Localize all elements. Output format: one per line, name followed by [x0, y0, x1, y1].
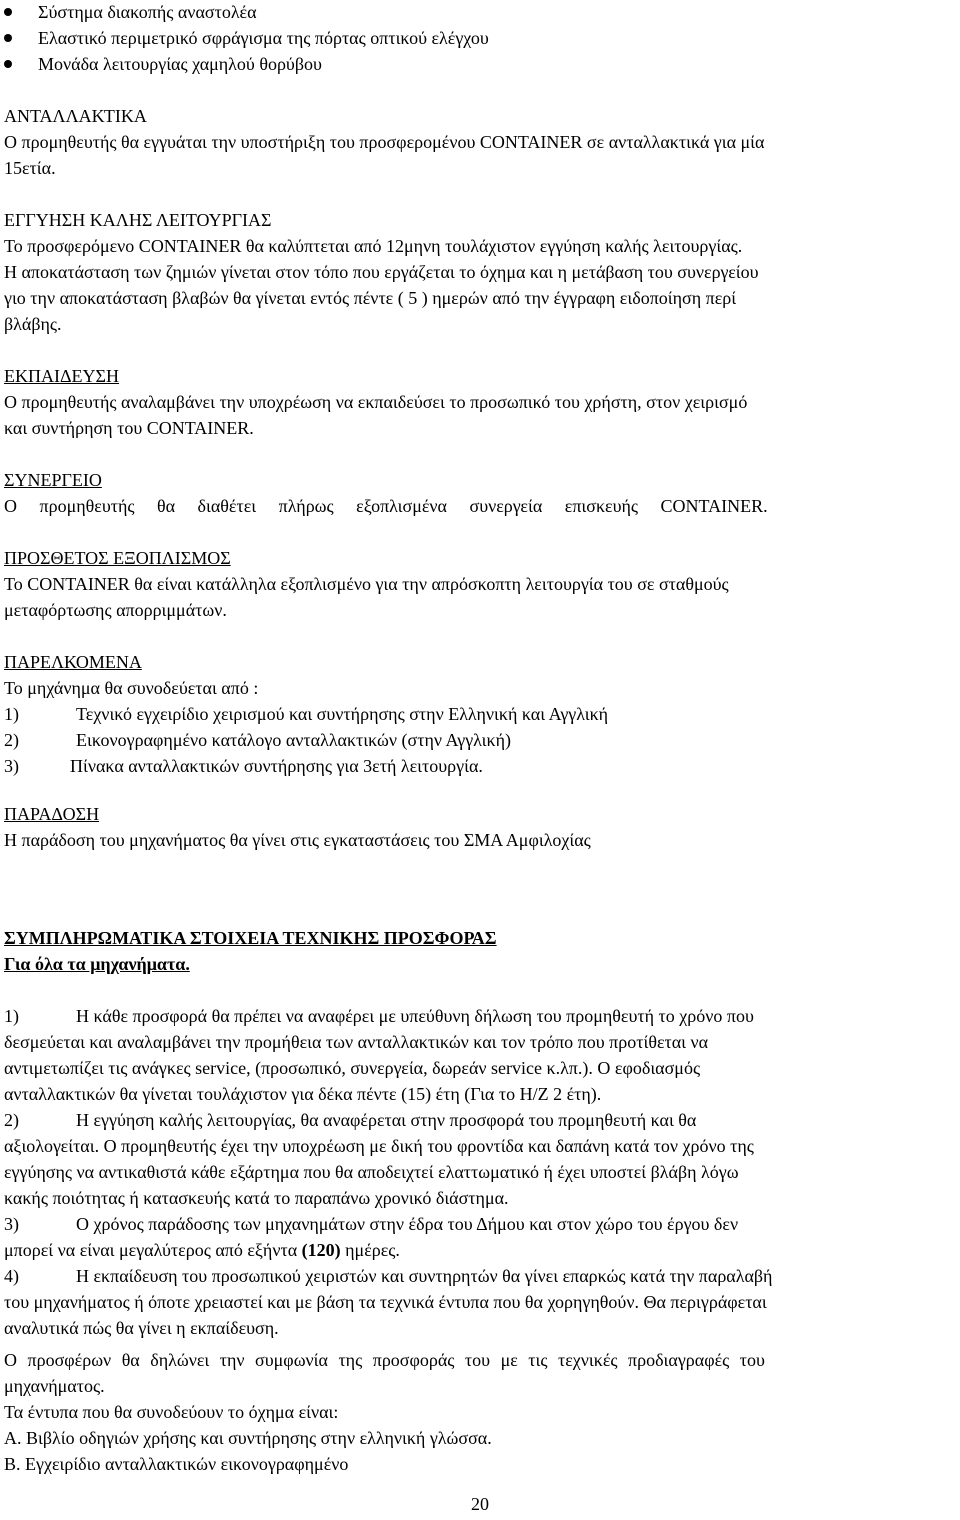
list-number: 1) — [4, 1006, 19, 1026]
paragraph-line: Τα έντυπα που θα συνοδεύουν το όχημα είναι: — [4, 1402, 339, 1422]
paragraph-line: Το μηχάνημα θα συνοδεύεται από : — [4, 678, 259, 698]
section-heading-accessories: ΠΑΡΕΛΚΟΜΕΝΑ — [4, 652, 142, 672]
section-subheading: Για όλα τα μηχανήματα. — [4, 954, 190, 974]
list-item — [4, 728, 511, 752]
section-heading-training: ΕΚΠΑΙΔΕΥΣΗ — [4, 366, 120, 386]
paragraph-line: Το προσφερόμενο CONTAINER θα καλύπτεται από 12μηνη τουλάχιστον εγγύηση καλής λειτουργίας. — [4, 236, 743, 256]
section-heading-delivery: ΠΑΡΑΔΟΣΗ — [4, 804, 100, 824]
list-text: Η εκπαίδευση του προσωπικού χειριστών και συντηρητών θα γίνει επαρκώς κατά την παραλαβή — [76, 1266, 773, 1286]
list-number: 3) — [4, 756, 19, 776]
paragraph-line: 15ετία. — [4, 158, 56, 178]
bullet-item: Μονάδα λειτουργίας χαμηλού θορύβου — [38, 54, 322, 74]
page-number: 20 — [471, 1494, 489, 1514]
paragraph-line: Η παράδοση του μηχανήματος θα γίνει στις εγκαταστάσεις του ΣΜΑ Αμφιλοχίας — [4, 830, 591, 850]
list-text: Πίνακα ανταλλακτικών συντήρησης για 3ετή λειτουργία. — [70, 756, 483, 776]
text-run: μπορεί να είναι μεγαλύτερος από εξήντα — [4, 1240, 302, 1260]
section-heading-supplementary: ΣΥΜΠΛΗΡΩΜΑΤΙΚΑ ΣΤΟΙΧΕΙΑ ΤΕΧΝΙΚΗΣ ΠΡΟΣΦΟΡΑΣ — [4, 928, 497, 948]
bullet-dot — [4, 34, 12, 42]
paragraph-line: Β. Εγχειρίδιο ανταλλακτικών εικονογραφημένο — [4, 1454, 349, 1474]
bold-days: (120) — [301, 1240, 341, 1260]
list-number: 3) — [4, 1214, 19, 1234]
list-number: 2) — [4, 1110, 19, 1130]
paragraph-line: του μηχανήματος ή όποτε χρειαστεί και με βάση τα τεχνικά έντυπα που θα χορηγηθούν. Θα περιγράφεται — [4, 1292, 767, 1312]
paragraph-line: δεσμεύεται και αναλαμβάνει την προμήθεια των ανταλλακτικών και τον τρόπο που προτίθεται να — [4, 1032, 709, 1052]
list-text: Η εγγύηση καλής λειτουργίας, θα αναφέρεται στην προσφορά του προμηθευτή και θα — [76, 1110, 697, 1130]
paragraph-line: αξιολογείται. Ο προμηθευτής έχει την υποχρέωση με δική του φροντίδα και δαπάνη κατά τον χρόνο της — [4, 1136, 754, 1156]
paragraph-line: Α. Βιβλίο οδηγιών χρήσης και συντήρησης στην ελληνική γλώσσα. — [4, 1428, 492, 1448]
list-number: 2) — [4, 730, 19, 750]
list-number: 4) — [4, 1266, 19, 1286]
list-item — [4, 702, 608, 726]
numbered-paragraph-line — [4, 1212, 738, 1236]
paragraph-line: Ο προμηθευτής αναλαμβάνει την υποχρέωση να εκπαιδεύσει το προσωπικό του χρήστη, στον χειρισμό — [4, 392, 748, 412]
paragraph-line: εγγύησης να αντικαθιστά κάθε εξάρτημα που θα αποδειχτεί ελαττωματικό ή έχει υποστεί βλάβη λόγω — [4, 1162, 739, 1182]
paragraph-line: αντιμετωπίζει τις ανάγκες service, (προσωπικό, συνεργεία, δωρεάν service κ.λπ.). Ο εφοδιασμός — [4, 1058, 701, 1078]
paragraph-line: Ο προμηθευτής θα διαθέτει πλήρως εξοπλισμένα συνεργεία επισκευής CONTAINER. — [4, 496, 768, 516]
list-text: Η κάθε προσφορά θα πρέπει να αναφέρει με υπεύθυνη δήλωση του προμηθευτή το χρόνο που — [76, 1006, 754, 1026]
numbered-paragraph-line — [4, 1004, 754, 1028]
section-heading-extra-equipment: ΠΡΟΣΘΕΤΟΣ ΕΞΟΠΛΙΣΜΟΣ — [4, 548, 231, 568]
text-run: ημέρες. — [340, 1240, 400, 1260]
paragraph-line — [4, 1238, 400, 1262]
paragraph-line: μεταφόρτωσης απορριμμάτων. — [4, 600, 227, 620]
bullet-dot — [4, 8, 12, 16]
paragraph-line: γιο την αποκατάσταση βλαβών θα γίνεται εντός πέντε ( 5 ) ημερών από την έγγραφη ειδοποίηση περί — [4, 288, 737, 308]
paragraph-line: κακής ποιότητας ή κατασκευής κατά το παραπάνω χρονικό διάστημα. — [4, 1188, 509, 1208]
bullet-dot — [4, 60, 12, 68]
paragraph-line: βλάβης. — [4, 314, 62, 334]
paragraph-line: Η αποκατάσταση των ζημιών γίνεται στον τόπο που εργάζεται το όχημα και η μετάβαση του συνεργείου — [4, 262, 759, 282]
section-heading-warranty: ΕΓΓΥΗΣΗ ΚΑΛΗΣ ΛΕΙΤΟΥΡΓΙΑΣ — [4, 210, 272, 230]
paragraph-line: Ο προσφέρων θα δηλώνει την συμφωνία της προσφοράς του με τις τεχνικές προδιαγραφές του — [4, 1350, 765, 1370]
numbered-paragraph-line — [4, 1264, 772, 1288]
list-item — [4, 754, 483, 778]
paragraph-line: Το CONTAINER θα είναι κατάλληλα εξοπλισμένο για την απρόσκοπτη λειτουργία του σε σταθμούς — [4, 574, 729, 594]
list-text: Εικονογραφημένο κατάλογο ανταλλακτικών (στην Αγγλική) — [76, 730, 512, 750]
section-heading-spare-parts: ΑΝΤΑΛΛΑΚΤΙΚΑ — [4, 106, 147, 126]
list-number: 1) — [4, 704, 19, 724]
numbered-paragraph-line — [4, 1108, 696, 1132]
paragraph-line: και συντήρηση του CONTAINER. — [4, 418, 254, 438]
list-text: Τεχνικό εγχειρίδιο χειρισμού και συντήρησης στην Ελληνική και Αγγλική — [76, 704, 609, 724]
paragraph-line: αναλυτικά πώς θα γίνει η εκπαίδευση. — [4, 1318, 279, 1338]
paragraph-line: ανταλλακτικών θα γίνεται τουλάχιστον για δέκα πέντε (15) έτη (Για το Η/Ζ 2 έτη). — [4, 1084, 602, 1104]
paragraph-line: Ο προμηθευτής θα εγγυάται την υποστήριξη του προσφερομένου CONTAINER σε ανταλλακτικά για μία — [4, 132, 765, 152]
paragraph-line: μηχανήματος. — [4, 1376, 105, 1396]
list-text: Ο χρόνος παράδοσης των μηχανημάτων στην έδρα του Δήμου και στον χώρο του έργου δεν — [76, 1214, 739, 1234]
bullet-item: Ελαστικό περιμετρικό σφράγισμα της πόρτας οπτικού ελέγχου — [38, 28, 489, 48]
section-heading-workshop: ΣΥΝΕΡΓΕΙΟ — [4, 470, 102, 490]
bullet-item: Σύστημα διακοπής αναστολέα — [38, 2, 257, 22]
